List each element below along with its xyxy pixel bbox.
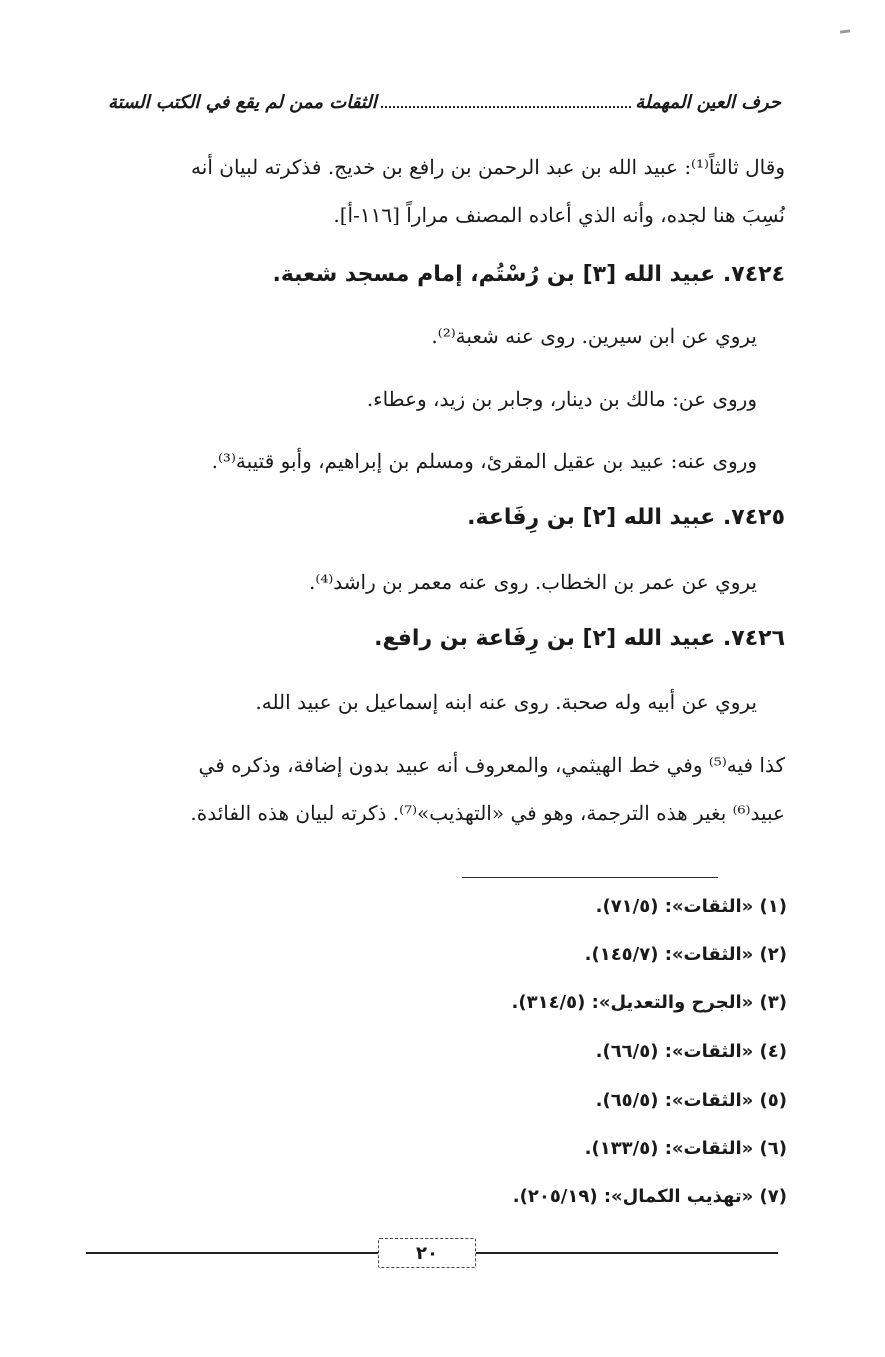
entry-heading-7425: ٧٤٢٥. عبيد الله [٢] بن رِفَاعة. [467, 505, 785, 530]
running-header [108, 92, 781, 113]
intro-line-1: وقال ثالثاً⁽¹⁾: عبيد الله بن عبد الرحمن بن رافع بن خديج. فذكرته لبيان أنه [191, 155, 785, 179]
header-dot-leader [381, 92, 632, 108]
entry-7424-line-1: يروي عن ابن سيرين. روى عنه شعبة⁽²⁾. [431, 324, 757, 348]
header-chapter-title: حرف العين المهملة [635, 92, 781, 113]
footnote-4: (٤) «الثقات»: (٦٦/٥). [595, 1041, 787, 1062]
note-line-2: عبيد⁽⁶⁾ بغير هذه الترجمة، وهو في «التهذيب»⁽⁷⁾. ذكرته لبيان هذه الفائدة. [190, 801, 785, 825]
footnote-2: (٢) «الثقات»: (١٤٥/٧). [584, 944, 787, 965]
entry-7424-line-2: وروى عن: مالك بن دينار، وجابر بن زيد، وعطاء. [366, 387, 757, 411]
scan-mark [840, 29, 850, 33]
intro-line-2: نُسِبَ هنا لجده، وأنه الذي أعاده المصنف مراراً [١١٦-أ]. [333, 203, 785, 227]
page-number: ٢٠ [416, 1242, 438, 1264]
entry-heading-7426: ٧٤٢٦. عبيد الله [٢] بن رِفَاعة بن رافع. [374, 626, 785, 651]
footnote-5: (٥) «الثقات»: (٦٥/٥). [595, 1090, 787, 1111]
footnote-separator [462, 877, 718, 878]
entry-7426-line-1: يروي عن أبيه وله صحبة. روى عنه ابنه إسماعيل بن عبيد الله. [255, 690, 757, 714]
footnote-7: (٧) «تهذيب الكمال»: (٢٠٥/١٩). [512, 1186, 787, 1207]
entry-heading-7424: ٧٤٢٤. عبيد الله [٣] بن رُسْتُم، إمام مسجد شعبة. [272, 262, 785, 287]
header-book-title: الثقات ممن لم يقع في الكتب الستة [108, 92, 377, 113]
page-number-frame [378, 1238, 476, 1268]
footnote-1: (١) «الثقات»: (٧١/٥). [595, 896, 787, 917]
footnote-6: (٦) «الثقات»: (١٣٣/٥). [584, 1138, 787, 1159]
note-line-1: كذا فيه⁽⁵⁾ وفي خط الهيثمي، والمعروف أنه عبيد بدون إضافة، وذكره في [198, 753, 785, 777]
footnote-3: (٣) «الجرح والتعديل»: (٣١٤/٥). [511, 992, 787, 1013]
entry-7424-line-3: وروى عنه: عبيد بن عقيل المقرئ، ومسلم بن إبراهيم، وأبو قتيبة⁽³⁾. [211, 449, 757, 473]
entry-7425-line-1: يروي عن عمر بن الخطاب. روى عنه معمر بن راشد⁽⁴⁾. [309, 570, 757, 594]
